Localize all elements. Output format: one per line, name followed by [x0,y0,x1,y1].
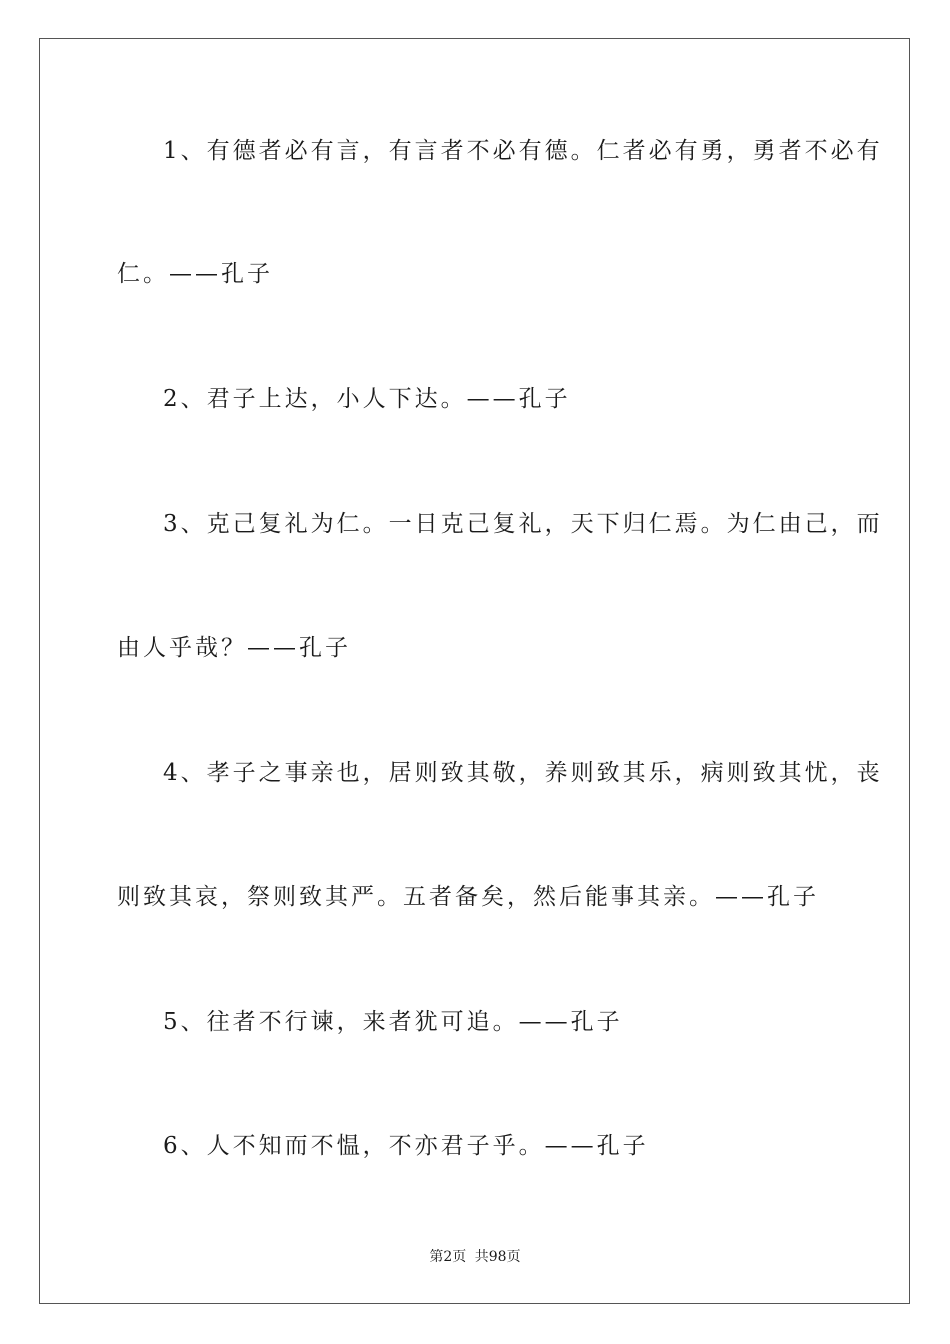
quote-4-line-2: 则致其哀，祭则致其严。五者备矣，然后能事其亲。——孔子 [117,884,819,910]
quote-3-line-2: 由人乎哉？——孔子 [117,635,351,661]
total-pages: 共98页 [474,1249,521,1265]
quote-2-line-1: 2、君子上达，小人下达。——孔子 [163,386,571,412]
quote-4-line-1: 4、孝子之事亲也，居则致其敬，养则致其乐，病则致其忧，丧 [163,760,883,786]
quote-1-line-2: 仁。——孔子 [117,261,273,287]
page-number: 第2页 [429,1249,467,1265]
quote-3-line-1: 3、克己复礼为仁。一日克己复礼，天下归仁焉。为仁由己，而 [163,511,883,537]
page-footer [0,1247,950,1267]
quote-1-line-1: 1、有德者必有言，有言者不必有德。仁者必有勇，勇者不必有 [163,138,883,164]
page-border [39,38,910,1304]
quote-5-line-1: 5、往者不行谏，来者犹可追。——孔子 [163,1009,623,1035]
quote-6-line-1: 6、人不知而不愠，不亦君子乎。——孔子 [163,1133,649,1159]
